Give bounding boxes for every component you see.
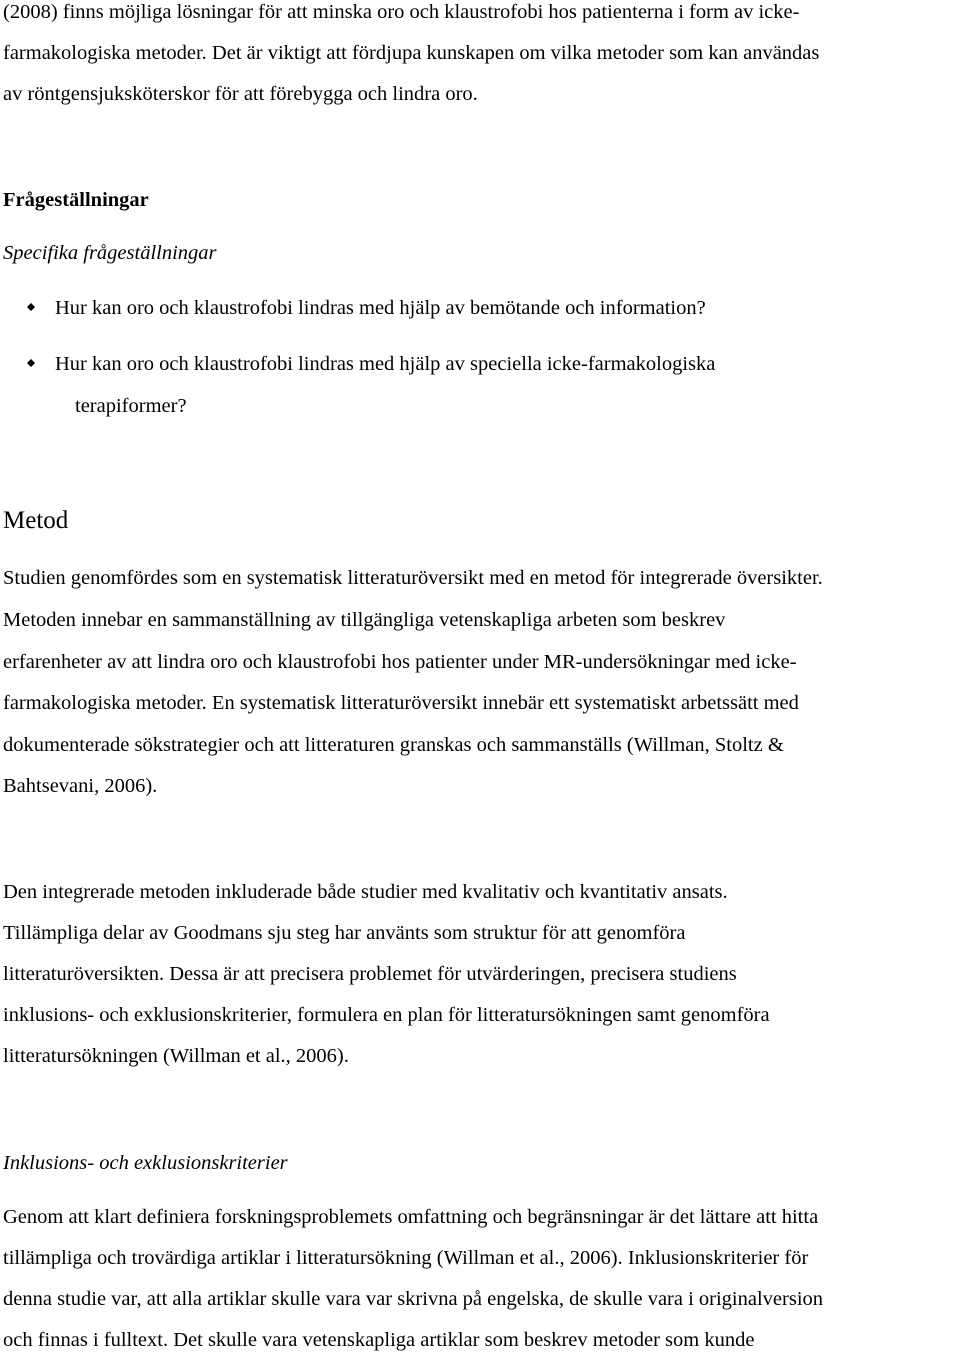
criteria-line: Genom att klart definiera forskningsproblemets omfattning och begränsningar är det lättare att hitta [3, 1206, 819, 1228]
intro-line: farmakologiska metoder. Det är viktigt att fördjupa kunskapen om vilka metoder som kan användas [3, 42, 820, 64]
method-para1-line: farmakologiska metoder. En systematisk litteraturöversikt innebär ett systematiskt arbetssätt med [3, 692, 799, 714]
method-para2-line: inklusions- och exklusionskriterier, formulera en plan för litteratursökningen samt genomföra [3, 1004, 770, 1026]
criteria-line: och finnas i fulltext. Det skulle vara vetenskapliga artiklar som beskrev metoder som kunde [3, 1329, 755, 1351]
method-para1-line: Bahtsevani, 2006). [3, 775, 158, 797]
bullet-icon [27, 359, 35, 367]
method-para2-line: Den integrerade metoden inkluderade både studier med kvalitativ och kvantitativ ansats. [3, 881, 728, 903]
subheading-specific-questions: Specifika frågeställningar [3, 242, 217, 264]
method-para2-line: litteraturöversikten. Dessa är att precisera problemet för utvärderingen, precisera studiens [3, 963, 737, 985]
bullet-icon [27, 303, 35, 311]
question-item: Hur kan oro och klaustrofobi lindras med hjälp av speciella icke-farmakologiska [55, 353, 716, 375]
section-heading-method: Metod [3, 507, 69, 534]
method-para2-line: Tillämpliga delar av Goodmans sju steg har använts som struktur för att genomföra [3, 922, 686, 944]
question-item: Hur kan oro och klaustrofobi lindras med hjälp av bemötande och information? [55, 297, 706, 319]
subheading-criteria: Inklusions- och exklusionskriterier [3, 1152, 288, 1174]
question-item-continuation: terapiformer? [75, 395, 187, 417]
method-para1-line: Metoden innebar en sammanställning av tillgängliga vetenskapliga arbeten som beskrev [3, 609, 726, 631]
intro-line: (2008) finns möjliga lösningar för att minska oro och klaustrofobi hos patienterna i form av icke- [3, 1, 800, 23]
method-para1-line: Studien genomfördes som en systematisk litteraturöversikt med en metod för integrerade översikter. [3, 567, 823, 589]
method-para2-line: litteratursökningen (Willman et al., 2006). [3, 1045, 349, 1067]
section-heading-questions: Frågeställningar [3, 189, 149, 211]
method-para1-line: erfarenheter av att lindra oro och klaustrofobi hos patienter under MR-undersökningar med icke- [3, 651, 797, 673]
method-para1-line: dokumenterade sökstrategier och att litteraturen granskas och sammanställs (Willman, Stoltz & [3, 734, 784, 756]
criteria-line: denna studie var, att alla artiklar skulle vara var skrivna på engelska, de skulle vara i originalversion [3, 1288, 824, 1310]
criteria-line: tillämpliga och trovärdiga artiklar i litteratursökning (Willman et al., 2006). Inklusionskriterier för [3, 1247, 809, 1269]
intro-line: av röntgensjuksköterskor för att förebygga och lindra oro. [3, 83, 478, 105]
